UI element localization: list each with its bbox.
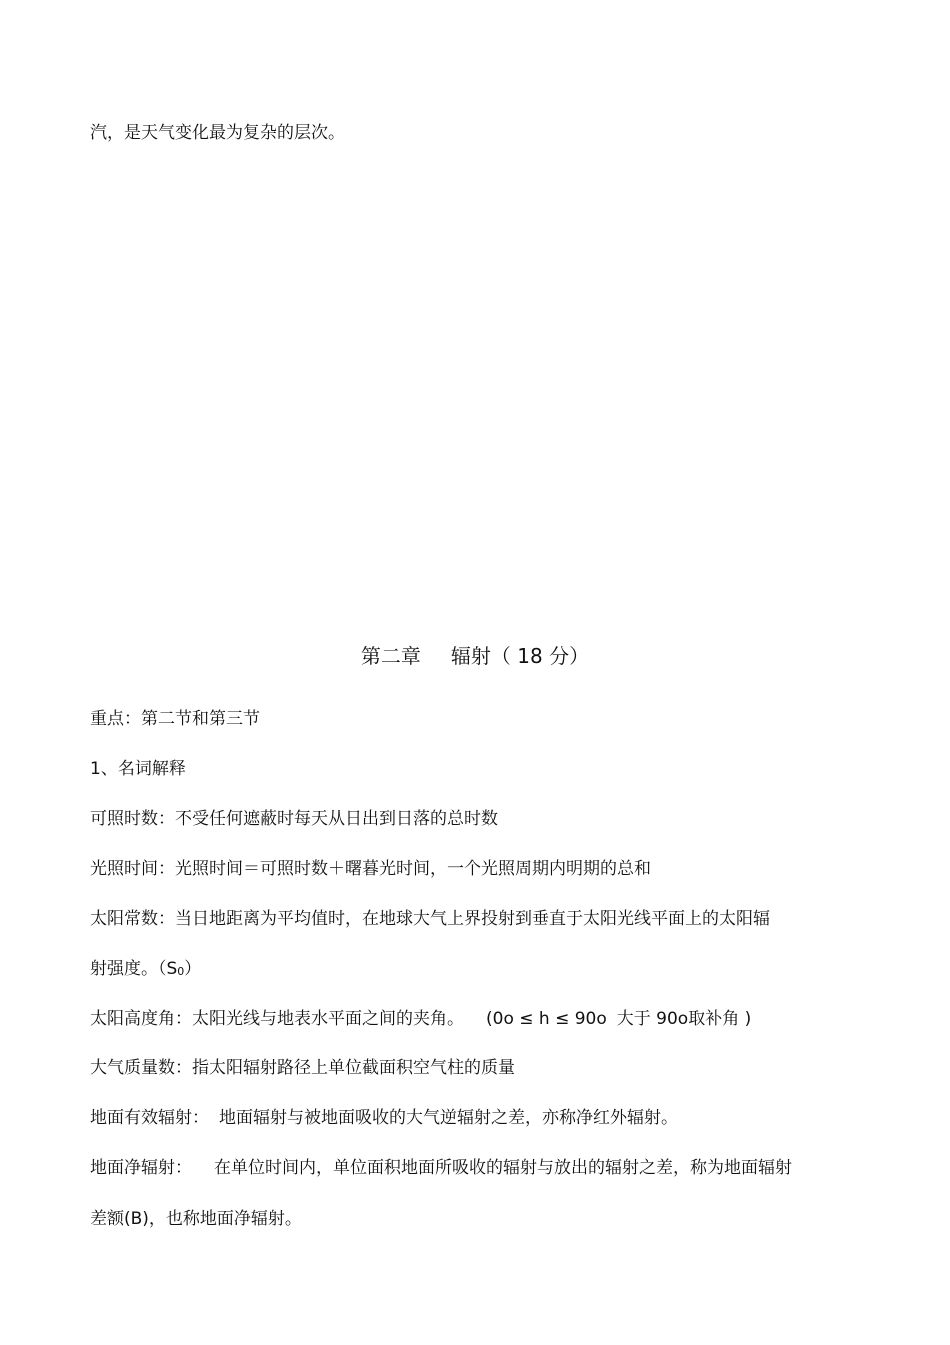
solar-altitude-label: 太阳高度角：	[90, 1009, 192, 1029]
solar-constant-text: 射强度。（S	[90, 959, 178, 979]
solar-constant-close: ）	[184, 959, 202, 979]
solar-altitude-definition: 太阳光线与地表水平面之间的夹角。	[192, 1009, 464, 1029]
net-radiation-label: 地面净辐射：	[90, 1158, 192, 1178]
chapter-name: 辐射（ 18 分）	[450, 644, 590, 668]
term-air-mass: 大气质量数：指太阳辐射路径上单位截面积空气柱的质量	[90, 1058, 515, 1078]
solar-altitude-note: 大于 90o取补角 )	[616, 1009, 752, 1029]
term-illumination-time: 光照时间：光照时间＝可照时数＋曙暮光时间，一个光照周期内明期的总和	[90, 859, 651, 879]
term-effective-radiation	[90, 1107, 678, 1129]
effective-radiation-definition: 地面辐射与被地面吸收的大气逆辐射之差，亦称净红外辐射。	[219, 1108, 678, 1128]
focus-text: 重点：第二节和第三节	[90, 709, 260, 729]
chapter-title	[0, 643, 950, 669]
term-solar-constant-line1: 太阳常数：当日地距离为平均值时，在地球大气上界投射到垂直于太阳光线平面上的太阳辐	[90, 909, 770, 929]
chapter-number: 第二章	[360, 644, 421, 668]
term-possible-sunshine: 可照时数：不受任何遮蔽时每天从日出到日落的总时数	[90, 809, 498, 829]
intro-tail-text: 汽，是天气变化最为复杂的层次。	[90, 123, 345, 143]
effective-radiation-label: 地面有效辐射：	[90, 1108, 209, 1128]
term-net-radiation-line1	[90, 1157, 792, 1179]
section-heading: 1、名词解释	[90, 759, 186, 779]
term-solar-altitude	[90, 1008, 751, 1030]
net-radiation-definition: 在单位时间内，单位面积地面所吸收的辐射与放出的辐射之差，称为地面辐射	[214, 1158, 792, 1178]
term-solar-constant-line2	[90, 958, 201, 983]
solar-constant-subscript: 0	[177, 965, 185, 978]
solar-altitude-range: (0o ≤ h ≤ 90o	[486, 1009, 607, 1029]
term-net-radiation-line2: 差额(B)，也称地面净辐射。	[90, 1209, 302, 1229]
